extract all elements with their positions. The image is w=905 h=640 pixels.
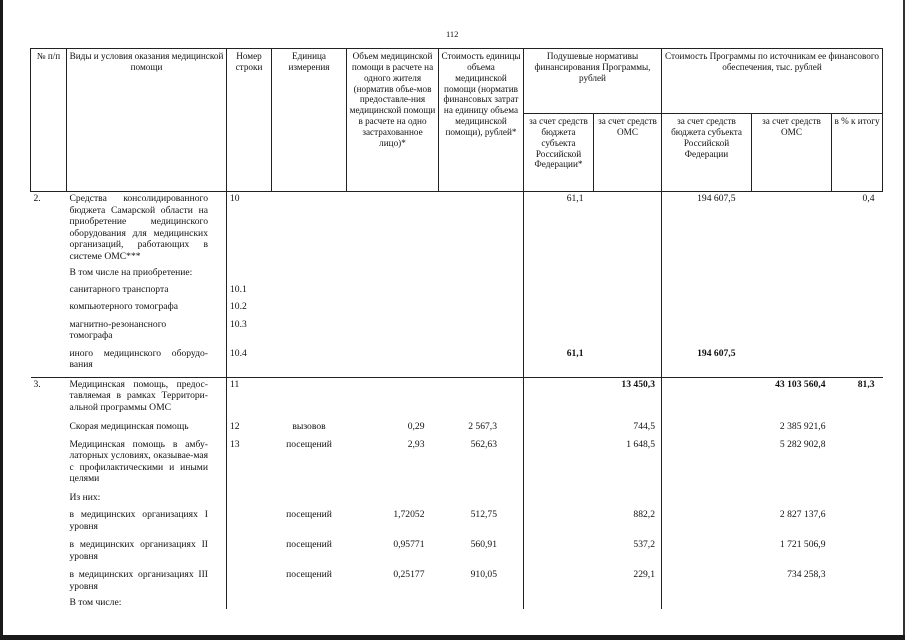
cell-program-budget [662, 283, 752, 301]
cell-num [31, 347, 67, 378]
cell-per-capita-oms [594, 318, 662, 347]
cell-program-budget: 194 607,5 [662, 192, 752, 267]
cell-volume [347, 377, 439, 420]
cell-program-budget [662, 377, 752, 420]
cell-per-capita-oms: 537,2 [633, 539, 655, 550]
cell-program-oms: 1 721 506,9 [779, 539, 826, 550]
cell-unit: посещений [286, 569, 332, 580]
header-per-capita-budget: за счет средств бюджета субъекта Российской Федерации* [524, 114, 594, 192]
table-header [31, 49, 883, 192]
cell-unit [272, 596, 347, 609]
cell-unit [272, 347, 347, 378]
cell-program-pct [832, 438, 883, 491]
cell-row-number: 10.1 [227, 283, 272, 301]
cell-unit [272, 318, 347, 347]
cell-unit [272, 283, 347, 301]
cell-unit [272, 192, 347, 267]
table-row [31, 266, 883, 283]
cell-name: Медицинская помощь, предос-тавляемая в рамках Территори-альной программы ОМС [67, 377, 227, 420]
cell-program-budget [662, 596, 752, 609]
table-row [31, 192, 883, 267]
cell-name: Средства консолидированного бюджета Самарской области на приобретение медицинского оборудования для медицинских организаций, работающих в системе ОМС*** [69, 193, 208, 262]
table-row [31, 347, 883, 378]
table-row [31, 300, 883, 318]
cell-per-capita-budget [524, 300, 594, 318]
table-row [31, 438, 883, 491]
cell-program-pct [832, 596, 883, 609]
cell-row-number [227, 538, 272, 568]
cell-program-oms [752, 491, 832, 509]
cell-cost [439, 300, 524, 318]
cell-row-number: 11 [227, 377, 272, 420]
cell-row-number [227, 596, 272, 609]
cell-volume [347, 318, 439, 347]
header-program-pct: в % к итогу [832, 114, 883, 192]
cell-name: Скорая медицинская помощь [69, 421, 189, 432]
cell-unit: посещений [286, 438, 332, 450]
cell-cost: 562,63 [470, 438, 497, 450]
cell-cost [439, 192, 524, 267]
cell-per-capita-budget [524, 538, 594, 568]
cell-cost [439, 266, 524, 283]
cell-per-capita-budget [524, 438, 594, 491]
cell-per-capita-budget [524, 596, 594, 609]
cell-per-capita-oms: 882,2 [633, 509, 655, 520]
cell-cost: 512,75 [470, 509, 497, 520]
cell-name: в медицинских организациях II уровня [69, 539, 208, 562]
cell-row-number: 12 [227, 420, 272, 438]
cell-unit [272, 300, 347, 318]
cell-program-oms [752, 192, 832, 267]
cell-per-capita-budget: 61,1 [524, 347, 594, 378]
cell-program-pct [832, 300, 883, 318]
cell-program-pct: 0,4 [862, 193, 875, 204]
cell-program-pct [832, 491, 883, 509]
cell-row-number [227, 266, 272, 283]
cell-program-budget [662, 438, 752, 491]
cell-volume: 0,95771 [393, 539, 425, 550]
cell-num [31, 568, 67, 596]
table-row [31, 491, 883, 509]
cell-program-oms [752, 596, 832, 609]
cell-program-pct [832, 508, 883, 538]
cell-per-capita-budget [524, 420, 594, 438]
cell-per-capita-oms: 229,1 [633, 569, 655, 580]
cell-per-capita-budget [524, 318, 594, 347]
cell-volume: 0,29 [407, 421, 425, 432]
cell-row-number: 13 [227, 438, 272, 491]
cell-program-oms: 5 282 902,8 [779, 438, 826, 450]
cell-cost [439, 347, 524, 378]
cell-name: магнитно-резонансного томографа [69, 318, 167, 341]
cell-volume: 2,93 [407, 438, 425, 450]
cell-row-number: 10.2 [227, 300, 272, 318]
header-num: № п/п [31, 49, 67, 192]
table-row [31, 318, 883, 347]
cell-row-number: 10.3 [227, 318, 272, 347]
page-number: 112 [446, 29, 459, 39]
cell-per-capita-budget [524, 377, 594, 420]
cell-volume [347, 266, 439, 283]
scan-edge-bottom [0, 635, 905, 640]
cell-program-pct [832, 318, 883, 347]
header-volume: Объем медицинской помощи в расчете на одного жителя (норматив объе-мов предоставле-ния медицинской помощи в расчете на одно застрахованное лицо)* [347, 49, 439, 192]
cell-program-budget [662, 568, 752, 596]
cell-volume: 1,72052 [393, 509, 425, 520]
cell-program-budget [662, 300, 752, 318]
header-per-capita-oms: за счет средств ОМС [594, 114, 662, 192]
cell-program-budget [662, 420, 752, 438]
cell-program-pct [832, 283, 883, 301]
cell-program-oms: 734 258,3 [787, 569, 826, 580]
cell-row-number: 10 [227, 192, 272, 267]
cell-name: иного медицинского оборудо-вания [69, 347, 208, 370]
cell-num: 2. [33, 193, 41, 204]
cell-unit: посещений [286, 509, 332, 520]
cell-name: В том числе на приобретение: [69, 267, 193, 278]
table-body [31, 192, 883, 609]
cell-volume [347, 596, 439, 609]
cell-num [31, 300, 67, 318]
cell-per-capita-oms: 744,5 [633, 421, 655, 432]
cell-program-budget [662, 538, 752, 568]
cell-cost [439, 491, 524, 509]
cell-program-budget: 194 607,5 [662, 347, 752, 378]
cell-cost: 2 567,3 [468, 421, 497, 432]
cell-num: 3. [31, 377, 67, 420]
cell-program-pct [832, 568, 883, 596]
cell-num [31, 596, 67, 609]
cell-cost: 560,91 [470, 539, 497, 550]
cell-per-capita-budget [524, 568, 594, 596]
cell-program-budget [662, 508, 752, 538]
cell-per-capita-oms [594, 192, 662, 267]
cell-num [31, 318, 67, 347]
cell-volume [347, 300, 439, 318]
cell-num [31, 283, 67, 301]
cell-row-number [227, 568, 272, 596]
cell-name: в медицинских организациях III уровня [69, 569, 208, 592]
table-row [31, 596, 883, 609]
header-per-capita: Подушевые нормативы финансирования Программы, рублей [524, 49, 662, 114]
cell-program-oms [752, 300, 832, 318]
cell-program-oms [752, 318, 832, 347]
cell-unit: посещений [286, 539, 332, 550]
cell-volume [347, 347, 439, 378]
cell-name: В том числе: [69, 597, 122, 608]
cell-program-budget [662, 266, 752, 283]
cell-volume [347, 283, 439, 301]
cell-num [31, 538, 67, 568]
cell-per-capita-oms [594, 300, 662, 318]
table-row [31, 538, 883, 568]
cell-per-capita-oms [594, 347, 662, 378]
cell-per-capita-oms [594, 596, 662, 609]
cell-per-capita-oms [594, 283, 662, 301]
cell-name: компьютерного томографа [69, 301, 178, 312]
cell-per-capita-oms: 1 648,5 [626, 438, 655, 450]
cell-per-capita-oms [594, 266, 662, 283]
cell-num [31, 438, 67, 491]
table-row [31, 568, 883, 596]
cell-per-capita-budget [524, 491, 594, 509]
cell-num [31, 508, 67, 538]
cell-program-oms [752, 283, 832, 301]
header-program-budget: за счет средств бюджета субъекта Российской Федерации [662, 114, 752, 192]
cell-volume [347, 491, 439, 509]
cell-per-capita-oms [594, 491, 662, 509]
cell-program-pct: 81,3 [832, 377, 883, 420]
header-program-cost: Стоимость Программы по источникам ее финансового обеспечения, тыс. рублей [662, 49, 883, 114]
cell-program-pct [832, 420, 883, 438]
cell-unit: вызовов [292, 421, 326, 432]
cell-program-pct [832, 538, 883, 568]
cell-num [31, 420, 67, 438]
cell-cost: 910,05 [470, 569, 497, 580]
cell-volume: 0,25177 [393, 569, 425, 580]
cell-cost [439, 596, 524, 609]
cell-program-oms: 2 827 137,6 [779, 509, 826, 520]
table-row [31, 420, 883, 438]
cell-program-oms [752, 347, 832, 378]
cell-per-capita-budget [524, 508, 594, 538]
cell-row-number [227, 491, 272, 509]
cell-program-oms: 43 103 560,4 [752, 377, 832, 420]
header-cost: Стоимость единицы объема медицинской помощи (норматив финансовых затрат на единицу объема медицинской помощи), рублей* [439, 49, 524, 192]
cell-cost [439, 377, 524, 420]
cell-per-capita-budget: 61,1 [524, 192, 594, 267]
cell-per-capita-budget [524, 283, 594, 301]
header-row-number: Номер строки [227, 49, 272, 192]
cell-program-oms [752, 266, 832, 283]
cell-name: в медицинских организациях I уровня [69, 509, 208, 532]
cell-program-oms: 2 385 921,6 [779, 421, 826, 432]
cell-unit [272, 377, 347, 420]
cell-row-number [227, 508, 272, 538]
header-unit: Единица измерения [272, 49, 347, 192]
table-row [31, 377, 883, 420]
cell-num [31, 491, 67, 509]
cell-num [31, 266, 67, 283]
cell-name: санитарного транспорта [69, 283, 169, 295]
cell-per-capita-oms: 13 450,3 [594, 377, 662, 420]
cell-unit [272, 491, 347, 509]
cell-program-budget [662, 318, 752, 347]
cell-cost [439, 318, 524, 347]
table-row [31, 508, 883, 538]
header-program-oms: за счет средств ОМС [752, 114, 832, 192]
table-row [31, 283, 883, 301]
cell-row-number: 10.4 [227, 347, 272, 378]
header-types: Виды и условия оказания медицинской помощи [67, 49, 227, 192]
cell-name: Медицинская помощь в амбу-латорных условиях, оказывае-мая с профилактическими и иными целями [69, 438, 208, 484]
cell-per-capita-budget [524, 266, 594, 283]
scan-edge-left [0, 0, 3, 640]
cell-volume [347, 192, 439, 267]
cell-unit [272, 266, 347, 283]
cell-program-pct [832, 266, 883, 283]
cell-name: Из них: [69, 491, 101, 503]
financing-table [30, 48, 883, 609]
cell-cost [439, 283, 524, 301]
cell-program-budget [662, 491, 752, 509]
cell-program-pct [832, 347, 883, 378]
